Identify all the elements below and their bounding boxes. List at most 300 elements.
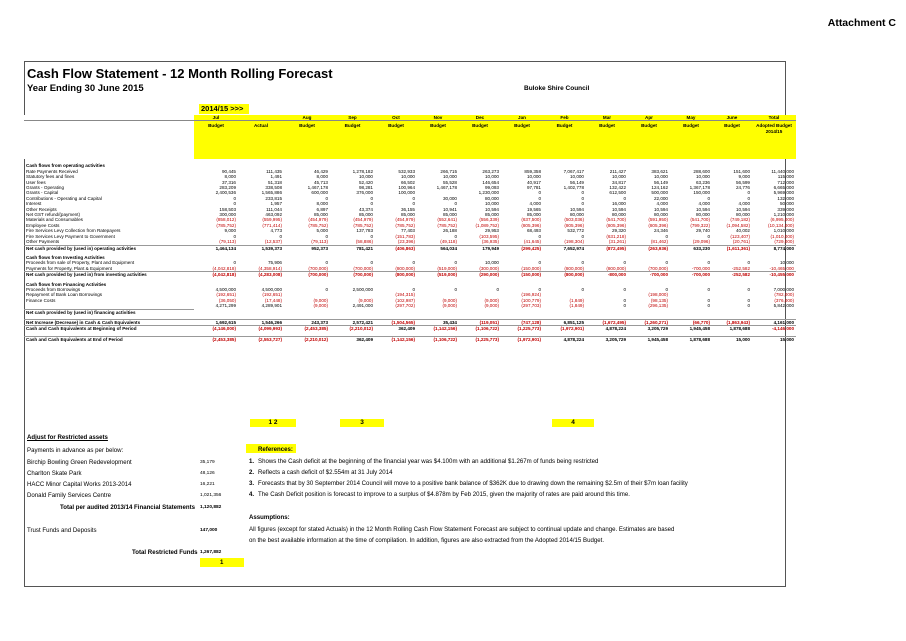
- table-cell: 11,440,000: [771, 168, 794, 174]
- reference-text: The Cash Deficit position is forecast to improve to a surplus of $4.878m by Feb 2015, given the majority of rates are paid around this time.: [258, 491, 630, 498]
- table-cell: 0: [233, 201, 236, 207]
- month-header: Oct: [375, 115, 417, 121]
- table-cell: (1,010,000): [770, 233, 794, 239]
- month-header: Nov: [417, 115, 459, 121]
- table-cell: 30,000: [442, 195, 457, 201]
- table-cell: 10,941: [442, 206, 457, 212]
- table-cell: (192,651): [216, 292, 236, 298]
- table-cell: 0: [747, 286, 750, 292]
- table-cell: 1,467,178: [307, 185, 328, 191]
- restricted-total-label: Total Restricted Funds: [132, 549, 198, 556]
- table-cell: (541,700): [690, 217, 710, 223]
- table-cell: 55,528: [442, 179, 457, 185]
- table-cell: 0: [581, 201, 584, 207]
- table-cell: 97,781: [526, 185, 541, 191]
- column-header: Adopted Budget 2014/15: [752, 121, 796, 160]
- table-cell: 781,421: [330, 245, 375, 251]
- reference-text: Shows the Cash deficit at the beginning of the financial year was $4.100m with an additional $1.267m of funds being restricted: [258, 458, 599, 465]
- table-cell: 85,000: [442, 212, 457, 218]
- month-header: Total: [752, 115, 796, 121]
- table-cell: (4,358,914): [258, 265, 282, 271]
- restricted-item-value: 35,179: [200, 460, 215, 465]
- table-cell: (805,396): [606, 222, 626, 228]
- restricted-item-label: Birchip Bowling Green Redevelopment: [27, 459, 132, 466]
- month-header: Jan: [501, 115, 543, 121]
- table-cell: 500,000: [651, 190, 668, 196]
- table-cell: 0: [747, 297, 750, 303]
- table-cell: (1,089,752): [475, 222, 499, 228]
- table-cell: (299,425): [501, 245, 543, 251]
- table-cell: (1,849): [569, 303, 584, 309]
- table-cell: (290,000): [459, 272, 501, 278]
- table-cell: 26,188: [442, 228, 457, 234]
- table-cell: 283,209: [219, 185, 236, 191]
- reference-number: 1.: [249, 458, 255, 465]
- row-label: Statutory fees and fines: [26, 174, 75, 180]
- table-cell: (150,000): [501, 272, 543, 278]
- table-cell: (805,396): [648, 222, 668, 228]
- table-cell: (552,641): [437, 217, 457, 223]
- table-cell: 80,000: [653, 212, 668, 218]
- table-cell: (771,414): [262, 222, 282, 228]
- table-cell: (2,553,727): [238, 336, 284, 342]
- table-cell: 263,273: [482, 168, 499, 174]
- table-cell: 0: [581, 260, 584, 266]
- table-cell: 0: [279, 233, 282, 239]
- table-cell: 2,491,000: [352, 303, 373, 309]
- table-cell: 150,000: [693, 190, 710, 196]
- reference-text: Forecasts that by 30 September 2014 Council will move to a positive bank balance of $362K due to drawing down the remaining $2.5m of their $7m loan facility: [258, 480, 688, 487]
- table-cell: 1,878,688: [712, 326, 752, 332]
- table-cell: 0: [496, 286, 499, 292]
- table-cell: (4,099,993): [238, 326, 284, 332]
- table-cell: 0: [454, 260, 457, 266]
- table-cell: 4,000: [529, 201, 541, 207]
- table-cell: (9,000): [442, 303, 457, 309]
- row-label: Grants - Operating: [26, 185, 65, 191]
- table-cell: -4,146,000: [752, 326, 796, 332]
- table-cell: 3,205,729: [586, 336, 628, 342]
- table-cell: (41,645): [523, 239, 541, 245]
- table-cell: (1,611,361): [712, 245, 752, 251]
- table-cell: -10,465,000: [769, 265, 794, 271]
- column-header: Budget: [330, 121, 375, 160]
- table-cell: 1,464,134: [194, 245, 238, 251]
- table-cell: (4,283,008): [238, 272, 284, 278]
- month-header: May: [670, 115, 712, 121]
- table-cell: 211,427: [609, 168, 626, 174]
- table-cell: (79,113): [311, 239, 328, 245]
- table-cell: (103,595): [479, 233, 499, 239]
- month-header: Mar: [586, 115, 628, 121]
- table-cell: (1,225,773): [501, 326, 543, 332]
- table-cell: 564,034: [417, 245, 459, 251]
- table-cell: 8,774,000: [752, 245, 796, 251]
- table-cell: (858,012): [216, 217, 236, 223]
- restricted-item-value: 1,021,356: [200, 493, 222, 498]
- table-cell: (376,000): [774, 297, 794, 303]
- page-title: Cash Flow Statement - 12 Month Rolling Forecast: [27, 66, 333, 81]
- row-label: Fire Services Levy Collection from Ratepayers: [26, 228, 121, 234]
- table-cell: 0: [370, 260, 373, 266]
- table-cell: 10,594: [569, 206, 584, 212]
- table-cell: 0: [233, 195, 236, 201]
- table-cell: (198,000): [648, 292, 668, 298]
- table-cell: 100,964: [398, 185, 415, 191]
- table-cell: 0: [581, 190, 584, 196]
- table-cell: 10,000: [442, 174, 457, 180]
- month-header: Apr: [628, 115, 670, 121]
- table-cell: 56,599: [735, 179, 750, 185]
- table-cell: 10,594: [653, 206, 668, 212]
- table-cell: (1,106,722): [459, 326, 501, 332]
- table-cell: (9,000): [313, 303, 328, 309]
- table-cell: (1,849): [569, 297, 584, 303]
- table-cell: (2,210,012): [330, 326, 375, 332]
- table-cell: 80,000: [611, 212, 626, 218]
- table-cell: 34,817: [611, 179, 626, 185]
- prepaid-total-label: Total per audited 2013/14 Financial Statements: [60, 504, 196, 511]
- table-cell: (58,886): [355, 239, 373, 245]
- row-label: Other Receipts: [26, 206, 57, 212]
- table-cell: 111,044: [266, 206, 282, 212]
- column-header: Budget: [375, 121, 417, 160]
- month-header: Aug: [284, 115, 330, 121]
- restricted-total-marker: 1: [220, 559, 224, 566]
- table-cell: 532,772: [567, 228, 584, 234]
- table-cell: 10,000: [484, 174, 499, 180]
- row-label: Repayment of Bank Loan Borrowings: [26, 292, 103, 298]
- table-cell: 300,000: [219, 212, 236, 218]
- table-cell: 10,000: [484, 260, 499, 266]
- attachment-label: Attachment C: [827, 17, 896, 29]
- table-cell: 0: [412, 260, 415, 266]
- table-cell: (150,000): [521, 265, 541, 271]
- table-cell: (631,218): [606, 233, 626, 239]
- table-cell: (36,050): [218, 297, 236, 303]
- table-cell: 10,000: [358, 174, 373, 180]
- restricted-item-label: Charlton Skate Park: [27, 470, 82, 477]
- table-cell: 24,346: [653, 228, 668, 234]
- table-cell: 0: [412, 286, 415, 292]
- table-cell: (454,979): [353, 217, 373, 223]
- table-cell: -252,582: [731, 265, 750, 271]
- table-cell: (300,000): [479, 265, 499, 271]
- header-spacer: [24, 121, 194, 160]
- row-label: Contributions - Operating and Capital: [26, 195, 102, 201]
- table-cell: (800,000): [564, 265, 584, 271]
- table-cell: (263,936): [628, 245, 670, 251]
- page-subtitle: Year Ending 30 June 2015: [27, 83, 144, 94]
- table-cell: (29,096): [692, 239, 710, 245]
- table-cell: 0: [665, 286, 668, 292]
- table-cell: 712,000: [777, 179, 794, 185]
- table-cell: 0: [707, 195, 710, 201]
- table-cell: 0: [538, 286, 541, 292]
- table-cell: 4,000: [738, 201, 750, 207]
- table-cell: 56,149: [653, 179, 668, 185]
- row-label: Cash and Cash Equivalents at Beginning of Period: [24, 326, 194, 332]
- table-cell: 0: [747, 260, 750, 266]
- table-cell: (747,128): [501, 319, 543, 325]
- row-label: Grants - Capital: [26, 190, 59, 196]
- table-cell: 532,933: [398, 168, 415, 174]
- table-cell: 137,783: [356, 228, 373, 234]
- table-cell: 0: [454, 233, 457, 239]
- row-label: Finance Costs: [26, 297, 56, 303]
- restricted-item-label: HACC Minor Capital Works 2013-2014: [27, 481, 132, 488]
- table-cell: 29,740: [695, 228, 710, 234]
- table-cell: 1,010,000: [773, 228, 794, 234]
- row-label: Proceeds from Borrowings: [26, 286, 81, 292]
- month-header: Dec: [459, 115, 501, 121]
- row-label: Cash flows from operating activities: [26, 163, 105, 169]
- table-cell: 10,594: [484, 206, 499, 212]
- table-cell: 0: [325, 286, 328, 292]
- table-cell: 1,945,458: [670, 326, 712, 332]
- table-cell: 111,435: [266, 168, 282, 174]
- table-cell: 0: [454, 286, 457, 292]
- table-cell: 0: [665, 233, 668, 239]
- table-cell: (192,651): [262, 292, 282, 298]
- row-label: Cash flows from Investing Activities: [26, 254, 105, 260]
- column-header: Budget: [628, 121, 670, 160]
- table-cell: 80,000: [569, 212, 584, 218]
- column-header-row: [24, 121, 796, 160]
- advance-label: Payments in advance as per below:: [27, 447, 124, 454]
- table-cell: (559,995): [262, 217, 282, 223]
- table-cell: (541,700): [606, 217, 626, 223]
- row-label: Proceeds from sale of Property, Plant and Equipment: [26, 260, 135, 266]
- table-cell: 859,358: [524, 168, 541, 174]
- table-cell: (800,000): [375, 272, 417, 278]
- table-cell: 8,000: [224, 174, 236, 180]
- table-cell: 36,155: [400, 206, 415, 212]
- month-header: June: [712, 115, 752, 121]
- table-cell: (6,995,000): [770, 217, 794, 223]
- table-cell: 115,000: [777, 174, 794, 180]
- table-cell: (1,225,773): [459, 336, 501, 342]
- table-cell: 0: [747, 303, 750, 309]
- table-cell: 85,000: [358, 212, 373, 218]
- table-cell: 146,654: [482, 179, 499, 185]
- table-cell: (79,113): [219, 239, 236, 245]
- table-cell: (98,135): [650, 297, 668, 303]
- column-header: Budget: [670, 121, 712, 160]
- table-cell: 19,565: [526, 206, 541, 212]
- table-cell: 233,815: [265, 195, 282, 201]
- table-cell: (591,950): [648, 217, 668, 223]
- table-cell: 80,000: [735, 212, 750, 218]
- row-label: Interest: [26, 201, 42, 207]
- table-cell: (1,142,156): [417, 326, 459, 332]
- table-cell: 24,776: [735, 185, 750, 191]
- month-header: Sep: [330, 115, 375, 121]
- table-cell: (805,396): [564, 222, 584, 228]
- table-cell: 4,878,224: [586, 326, 628, 332]
- table-cell: 43,374: [358, 206, 373, 212]
- table-cell: 100,000: [398, 190, 415, 196]
- table-cell: 6,665,000: [773, 185, 794, 191]
- table-cell: 0: [665, 260, 668, 266]
- table-cell: 383,621: [651, 168, 668, 174]
- table-cell: 952,373: [284, 245, 330, 251]
- table-row: [24, 272, 796, 278]
- table-cell: (729,000): [774, 239, 794, 245]
- table-cell: 0: [325, 260, 328, 266]
- column-header: Budget: [284, 121, 330, 160]
- table-cell: (23,396): [397, 239, 415, 245]
- row-label: User fees: [26, 179, 46, 185]
- table-cell: 1,367,178: [689, 185, 710, 191]
- table-cell: 5,969,000: [773, 190, 794, 196]
- table-cell: 132,422: [609, 185, 626, 191]
- row-label: Net cash provided by (used in) operating activities: [24, 245, 194, 251]
- table-cell: (1,972,901): [501, 336, 543, 342]
- table-cell: (100,779): [521, 297, 541, 303]
- council-name: Buloke Shire Council: [524, 85, 590, 92]
- table-cell: 10,000: [526, 174, 541, 180]
- table-cell: (454,979): [395, 217, 415, 223]
- table-cell: 0: [370, 201, 373, 207]
- column-header: Budget: [417, 121, 459, 160]
- table-cell: 376,000: [356, 190, 373, 196]
- table-cell: 0: [707, 286, 710, 292]
- table-cell: 243,373: [284, 319, 330, 325]
- table-cell: (1,672,495): [586, 319, 628, 325]
- table-cell: (9,000): [358, 297, 373, 303]
- row-label: Fire Services Levy Payment to Government: [26, 233, 115, 239]
- table-cell: 46,429: [313, 168, 328, 174]
- table-cell: 77,403: [400, 228, 415, 234]
- table-cell: (785,752): [437, 222, 457, 228]
- table-cell: (2,453,385): [284, 326, 330, 332]
- table-cell: 35,434: [417, 319, 459, 325]
- table-cell: 0: [233, 260, 236, 266]
- table-cell: (9,000): [484, 297, 499, 303]
- table-cell: (637,500): [521, 217, 541, 223]
- table-cell: 1,565,886: [261, 190, 282, 196]
- table-cell: 288,600: [693, 168, 710, 174]
- table-cell: 0: [623, 297, 626, 303]
- table-cell: (700,000): [284, 272, 330, 278]
- table-cell: (297,702): [395, 303, 415, 309]
- table-cell: -700,000: [670, 272, 712, 278]
- table-cell: 63,236: [695, 179, 710, 185]
- table-cell: (1,972,901): [543, 326, 586, 332]
- table-cell: 0: [707, 297, 710, 303]
- row-label: Other Payments: [26, 239, 60, 245]
- table-cell: (31,261): [608, 239, 626, 245]
- table-cell: 6,851,125: [543, 319, 586, 325]
- table-cell: 362,409: [375, 326, 417, 332]
- table-cell: 98,281: [358, 185, 373, 191]
- table-cell: 2,500,000: [352, 286, 373, 292]
- table-cell: 16,000: [611, 201, 626, 207]
- table-cell: 85,000: [313, 212, 328, 218]
- cash-flow-table: [24, 115, 796, 342]
- table-cell: 1,467,178: [436, 185, 457, 191]
- table-cell: 85,000: [526, 212, 541, 218]
- row-label: Cash and Cash Equivalents at End of Period: [24, 336, 194, 342]
- table-cell: (297,703): [521, 303, 541, 309]
- table-cell: 1,546,266: [238, 319, 284, 325]
- column-header: Budget: [543, 121, 586, 160]
- reference-number: 2.: [249, 469, 255, 476]
- references-heading: References:: [258, 446, 293, 453]
- table-cell: -800,000: [586, 272, 628, 278]
- table-cell: 6,897: [316, 206, 328, 212]
- table-cell: (10,134,000): [767, 222, 794, 228]
- table-cell: 4,289,901: [261, 303, 282, 309]
- table-cell: (503,036): [564, 217, 584, 223]
- table-cell: 132,000: [777, 195, 794, 201]
- table-cell: 463,092: [265, 212, 282, 218]
- table-cell: 4,878,224: [543, 336, 586, 342]
- table-cell: 4,161,000: [752, 319, 796, 325]
- table-cell: 56,149: [569, 179, 584, 185]
- row-label: Rate Payments Received: [26, 168, 78, 174]
- table-cell: 0: [623, 286, 626, 292]
- table-cell: (4,146,000): [194, 326, 238, 332]
- table-cell: 37,316: [221, 179, 236, 185]
- table-cell: (296,135): [648, 303, 668, 309]
- table-cell: (1,142,156): [375, 336, 417, 342]
- row-label: Employee Costs: [26, 222, 60, 228]
- table-cell: 22,000: [653, 195, 668, 201]
- table-cell: (1,106,722): [417, 336, 459, 342]
- table-cell: (700,000): [353, 265, 373, 271]
- table-cell: 52,420: [358, 179, 373, 185]
- year-tag: 2014/15 >>>: [199, 104, 249, 114]
- table-cell: 10,000: [400, 174, 415, 180]
- table-cell: 10,594: [611, 206, 626, 212]
- table-cell: (2,210,012): [284, 336, 330, 342]
- table-cell: 0: [412, 195, 415, 201]
- table-cell: 51,318: [267, 179, 282, 185]
- table-cell: (9,000): [313, 297, 328, 303]
- table-cell: (1,863,943): [712, 319, 752, 325]
- table-cell: (519,000): [437, 265, 457, 271]
- table-cell: (49,118): [440, 239, 457, 245]
- table-cell: 2,572,421: [330, 319, 375, 325]
- table-cell: (800,000): [606, 265, 626, 271]
- table-cell: 0: [581, 195, 584, 201]
- table-cell: (799,322): [690, 222, 710, 228]
- table-cell: (785,752): [308, 222, 328, 228]
- table-cell: (2,453,385): [194, 336, 238, 342]
- table-cell: 1,402,778: [563, 185, 584, 191]
- table-cell: 179,949: [459, 245, 501, 251]
- table-cell: 10,594: [735, 206, 750, 212]
- prepaid-total-value: 1,120,882: [200, 505, 222, 510]
- table-cell: (805,396): [521, 222, 541, 228]
- table-cell: 10,000: [611, 174, 626, 180]
- table-cell: 5,000: [316, 228, 328, 234]
- table-cell: (454,979): [308, 217, 328, 223]
- table-cell: 75,906: [267, 260, 282, 266]
- table-cell: 1,491: [270, 174, 282, 180]
- table-cell: 45,713: [313, 179, 328, 185]
- table-cell: 4,271,299: [215, 303, 236, 309]
- table-cell: -700,000: [628, 272, 670, 278]
- table-cell: (700,000): [330, 272, 375, 278]
- table-cell: (800,000): [395, 265, 415, 271]
- row-label: Cash flows from Financing Activities: [26, 281, 107, 287]
- table-cell: (1,504,565): [375, 319, 417, 325]
- table-cell: 15,000: [712, 336, 752, 342]
- table-cell: -252,582: [712, 272, 752, 278]
